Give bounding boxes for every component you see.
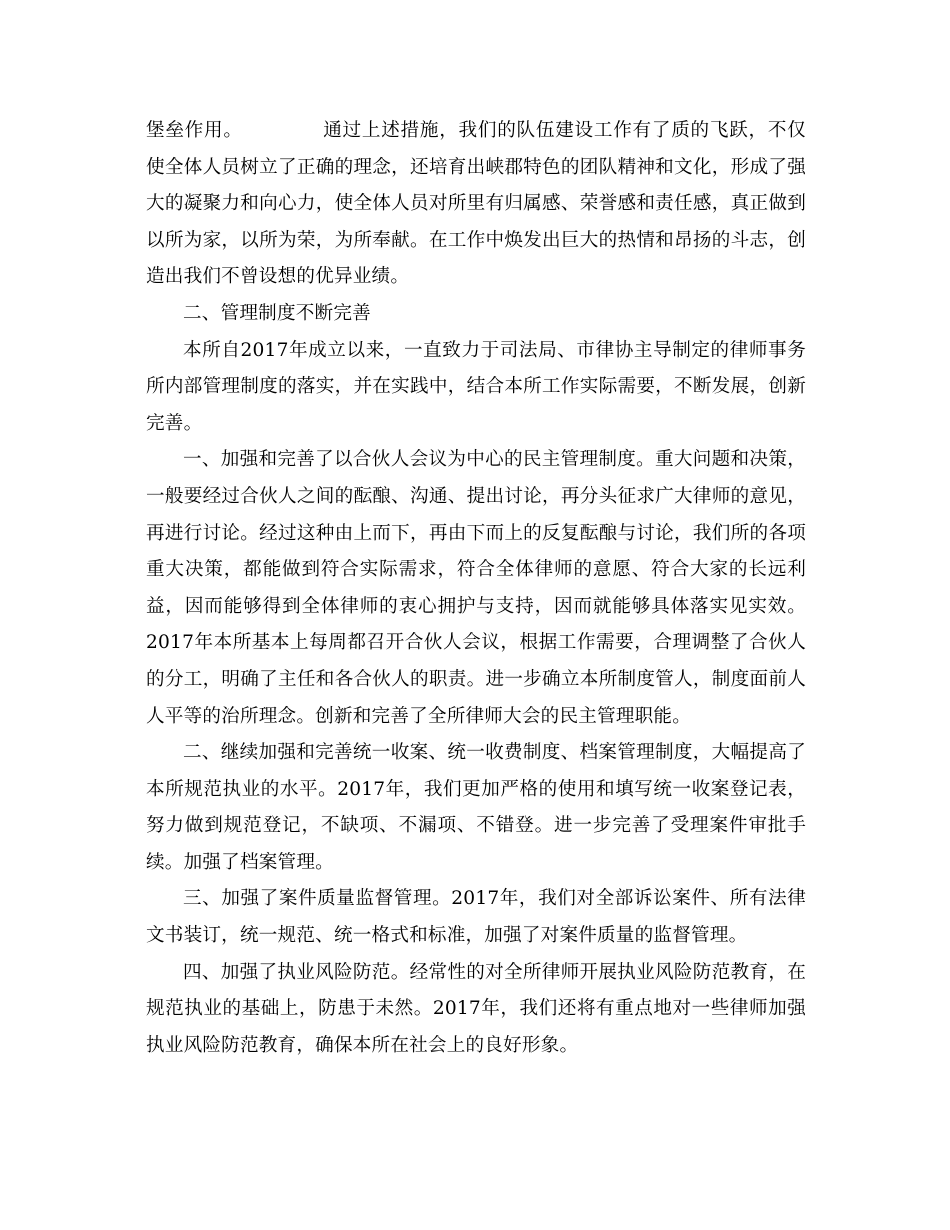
paragraph-item-2: 二、继续加强和完善统一收案、统一收费制度、档案管理制度，大幅提高了本所规范执业的水平。2017年，我们更加严格的使用和填写统一收案登记表，努力做到规范登记，不缺项、不漏项、不错登。进一步完善了受理案件审批手续。加强了档案管理。 — [146, 742, 806, 873]
document-page — [146, 113, 806, 1064]
section-heading-management: 二、管理制度不断完善 — [183, 302, 371, 324]
paragraph-item-4: 四、加强了执业风险防范。经常性的对全所律师开展执业风险防范教育，在规范执业的基础上，防患于未然。2017年，我们还将有重点地对一些律师加强执业风险防范教育，确保本所在社会上的良好形象。 — [146, 961, 806, 1056]
paragraph-item-3: 三、加强了案件质量监督管理。2017年，我们对全部诉讼案件、所有法律文书装订，统一规范、统一格式和标准，加强了对案件质量的监督管理。 — [146, 888, 806, 947]
paragraph-item-1: 一、加强和完善了以合伙人会议为中心的民主管理制度。重大问题和决策，一般要经过合伙人之间的酝酿、沟通、提出讨论，再分头征求广大律师的意见，再进行讨论。经过这种由上而下，再由下而上的反复酝酿与讨论，我们所的各项重大决策，都能做到符合实际需求，符合全体律师的意愿、符合大家的长远利益，因而能够得到全体律师的衷心拥护与支持，因而就能够具体落实见实效。2017年本所基本上每周都召开合伙人会议，根据工作需要，合理调整了合伙人的分工，明确了主任和各合伙人的职责。进一步确立本所制度管人，制度面前人人平等的治所理念。创新和完善了全所律师大会的民主管理职能。 — [146, 449, 806, 727]
paragraph-team-building — [146, 113, 806, 296]
paragraph-intro: 本所自2017年成立以来，一直致力于司法局、市律协主导制定的律师事务所内部管理制度的落实，并在实践中，结合本所工作实际需要，不断发展，创新完善。 — [146, 339, 806, 434]
paragraph-lead-text: 堡垒作用。 — [146, 120, 243, 141]
paragraph-text: 通过上述措施，我们的队伍建设工作有了质的飞跃，不仅使全体人员树立了正确的理念，还培育出峡郡特色的团队精神和文化，形成了强大的凝聚力和向心力，使全体人员对所里有归属感、荣誉感和责任感，真正做到以所为家，以所为荣，为所奉献。在工作中焕发出巨大的热情和昂扬的斗志，创造出我们不曾设想的优异业绩。 — [146, 120, 806, 288]
